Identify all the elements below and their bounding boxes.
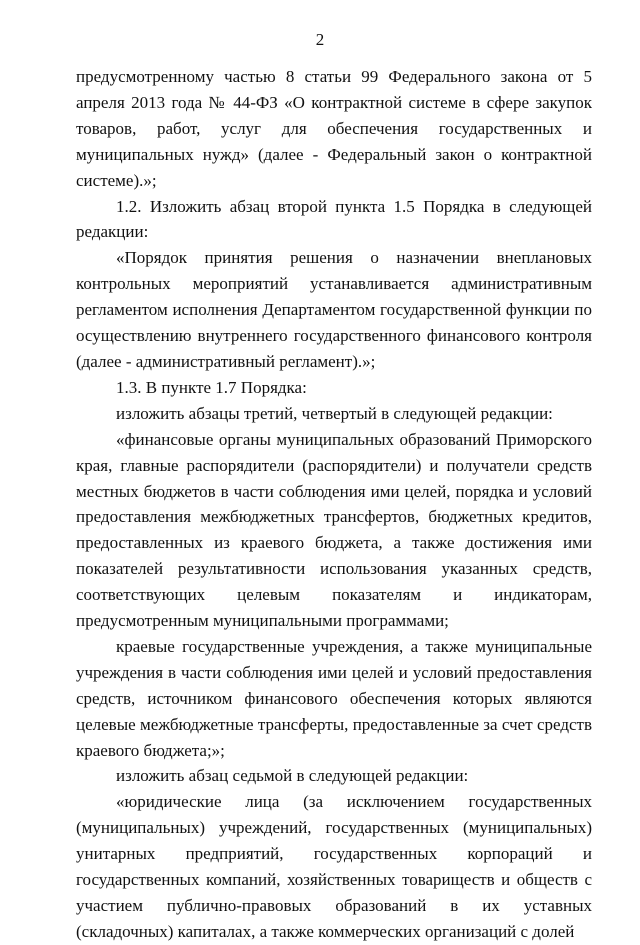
paragraph-item-1-2: 1.2. Изложить абзац второй пункта 1.5 Порядка в следующей редакции:: [76, 196, 592, 242]
paragraph-amend-seventh: изложить абзац седьмой в следующей редакции:: [116, 766, 469, 786]
document-body: [76, 64, 592, 945]
paragraph-item-1-3: 1.3. В пункте 1.7 Порядка:: [116, 377, 307, 397]
paragraph-quote-financial-bodies: «финансовые органы муниципальных образований Приморского края, главные распорядители (распорядители) и получатели средств местных бюджетов в части соблюдения ими целей, порядка и условий предоставления межбюджетных трансфертов, бюджетных кредитов, предоставленных из краевого бюджета, а также достижения ими показателей результативности использования указанных средств, соответствующих целевым показателям и индикаторам, предусмотренным муниципальными программами;: [76, 429, 592, 631]
paragraph-regional-institutions: краевые государственные учреждения, а также муниципальные учреждения в части соблюдения ими целей и условий предоставления средств, источником финансового обеспечения которых являются целевые межбюджетные трансферты, предоставленные за счет средств краевого бюджета;»;: [76, 636, 592, 760]
paragraph-quote-legal-entities: «юридические лица (за исключением государственных (муниципальных) учреждений, государственных (муниципальных) унитарных предприятий, государственных корпораций и государственных компаний, хозяйственных товариществ и обществ с участием публично-правовых образований в их уставных (складочных) капиталах, а также коммерческих организаций с долей: [76, 792, 592, 941]
paragraph-continuation: предусмотренному частью 8 статьи 99 Федерального закона от 5 апреля 2013 года № 44-ФЗ «О контрактной системе в сфере закупок товаров, работ, услуг для обеспечения государственных и муниципальных нужд» (далее - Федеральный закон о контрактной системе).»;: [76, 67, 592, 190]
paragraph-amend-third-fourth: изложить абзацы третий, четвертый в следующей редакции:: [116, 403, 553, 423]
page-number: 2: [315, 30, 325, 49]
paragraph-quote-procedure: «Порядок принятия решения о назначении внеплановых контрольных мероприятий устанавливается административным регламентом исполнения Департаментом государственной функции по осуществлению внутреннего государственного финансового контроля (далее - административный регламент).»;: [76, 248, 592, 371]
